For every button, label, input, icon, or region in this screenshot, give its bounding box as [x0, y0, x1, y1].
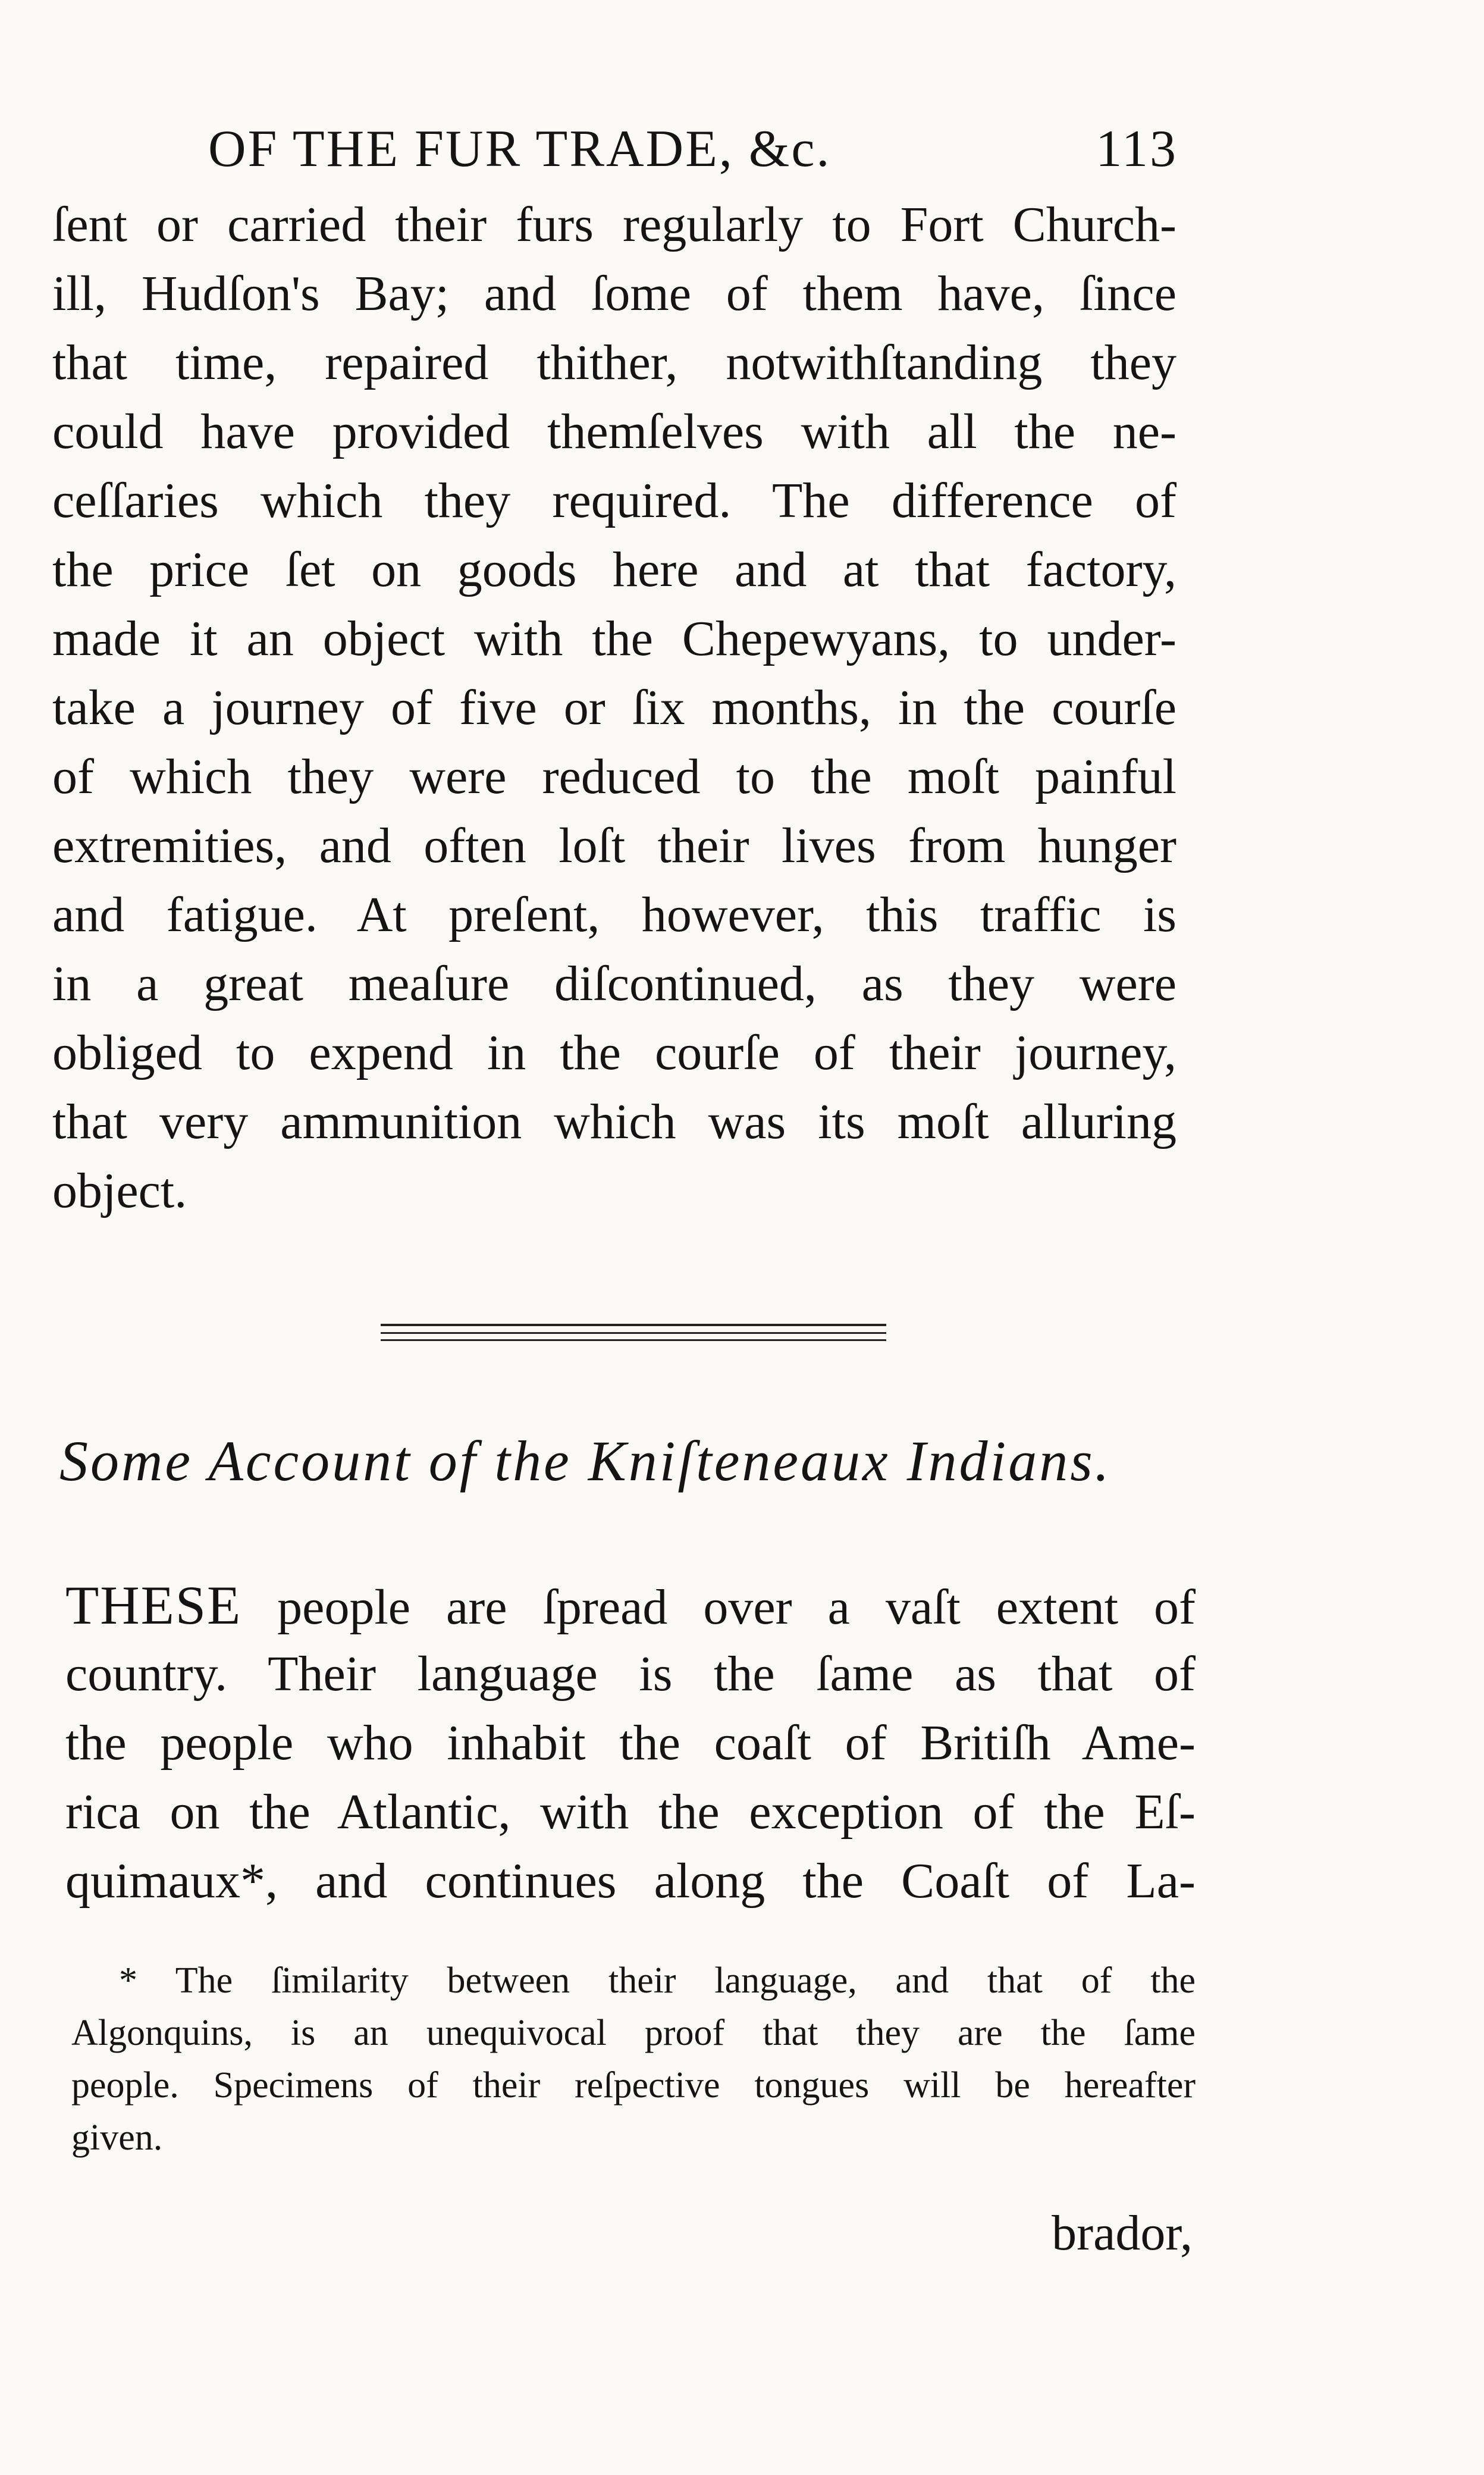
paragraph-first-word: THESE — [65, 1575, 242, 1636]
footnote-line: Algonquins, is an unequivocal proof that they are the ſame — [71, 2013, 1196, 2053]
divider-rule — [381, 1339, 886, 1341]
text-line: ill, Hudſon's Bay; and ſome of them have, ſince — [52, 266, 1176, 321]
text-line: object. — [52, 1163, 187, 1218]
running-head-title: OF THE FUR TRADE, &c. — [208, 120, 832, 178]
text-line-rest: people are ſpread over a vaſt extent of — [241, 1580, 1196, 1635]
footnote-line: * The ſimilarity between their language, and that of the — [119, 1960, 1196, 2001]
text-line: ceſſaries which they required. The difference of — [52, 473, 1176, 528]
footnote-line: given. — [71, 2117, 163, 2158]
text-line: rica on the Atlantic, with the exception of the Eſ- — [65, 1784, 1196, 1840]
text-line: made it an object with the Chepewyans, to under- — [52, 611, 1176, 666]
text-line: ſent or carried their furs regularly to Fort Church- — [52, 197, 1176, 252]
running-head — [208, 113, 1178, 184]
footnote-line: people. Specimens of their reſpective tongues will be hereafter — [71, 2065, 1196, 2106]
text-line: that time, repaired thither, notwithſtanding they — [52, 335, 1176, 390]
text-line: and fatigue. At preſent, however, this traffic is — [52, 887, 1176, 942]
text-line: take a journey of five or ſix months, in the courſe — [52, 680, 1176, 735]
page-number: 113 — [1096, 120, 1178, 178]
text-line: that very ammunition which was its moſt alluring — [52, 1094, 1176, 1149]
text-line: obliged to expend in the courſe of their journey, — [52, 1025, 1176, 1080]
text-line: in a great meaſure diſcontinued, as they were — [52, 956, 1176, 1011]
section-divider — [381, 1324, 886, 1342]
text-line: the people who inhabit the coaſt of Britiſh Ame- — [65, 1715, 1196, 1771]
text-line: could have provided themſelves with all the ne- — [52, 404, 1176, 459]
text-line: the price ſet on goods here and at that factory, — [52, 542, 1176, 597]
divider-rule — [381, 1324, 886, 1326]
text-line: extremities, and often loſt their lives from hunger — [52, 818, 1176, 873]
footnote — [71, 1954, 1196, 2164]
section-heading: Some Account of the Kniſteneaux Indians. — [59, 1429, 1112, 1493]
paragraph-1 — [52, 190, 1176, 1226]
divider-rule — [381, 1332, 886, 1334]
paragraph-2 — [65, 1571, 1196, 1916]
text-line: quimaux*, and continues along the Coaſt of La- — [65, 1853, 1196, 1909]
text-line: country. Their language is the ſame as that of — [65, 1646, 1196, 1702]
text-line: of which they were reduced to the moſt painful — [52, 749, 1176, 804]
catchword: brador, — [1052, 2205, 1193, 2261]
text-line — [65, 1571, 1196, 1640]
